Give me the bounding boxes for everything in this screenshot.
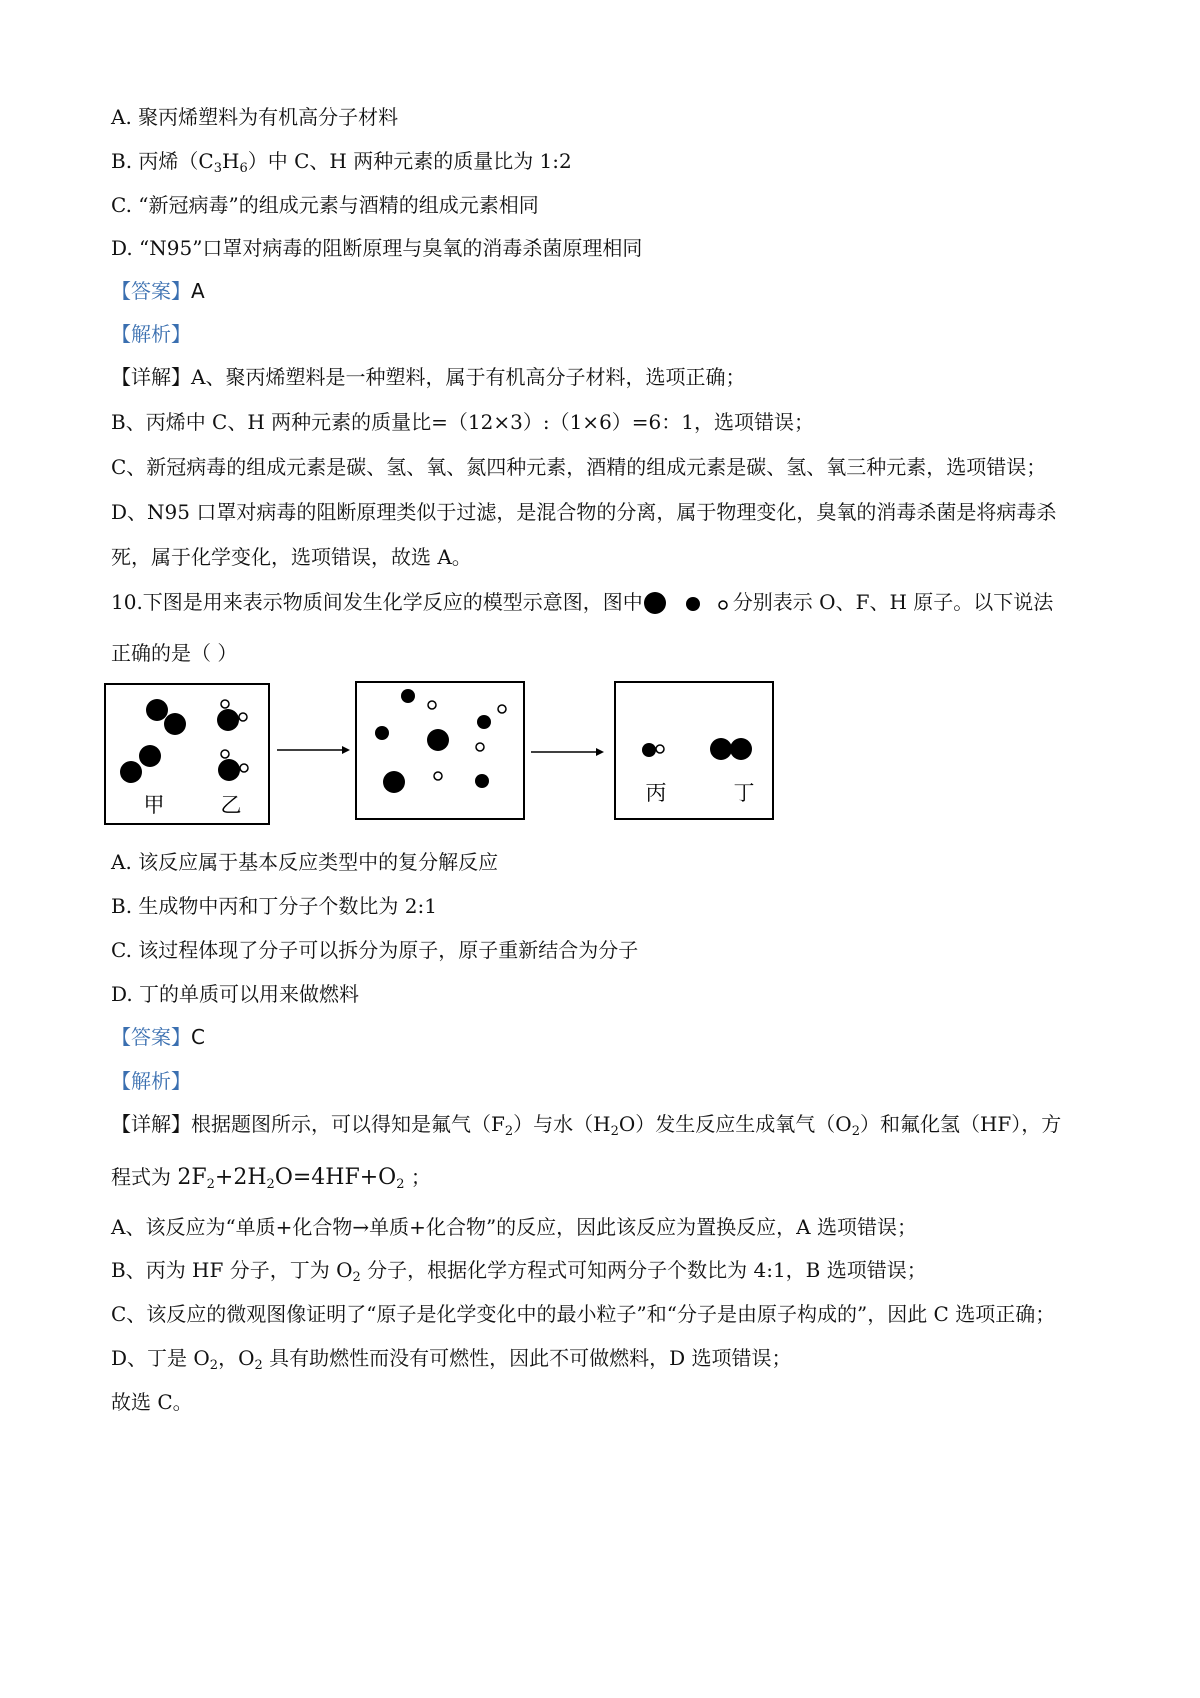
- fluorine-atom-legend: [686, 597, 700, 611]
- hydrogen-atom: [428, 701, 436, 709]
- q10-stem-line-1: 10.下图是用来表示物质间发生化学反应的模型示意图，图中 分别表示 O、F、H 原子。以下说法: [111, 590, 1054, 614]
- prev-detail-line-2: B、丙烯中 C、H 两种元素的质量比=（12×3）:（1×6）=6：1，选项错误；: [111, 410, 814, 434]
- reaction-arrow: [277, 746, 350, 754]
- answer-value: C: [191, 1025, 205, 1049]
- hydrogen-atom-legend: [719, 601, 727, 609]
- prev-detail-line-3: C、新冠病毒的组成元素是碳、氢、氧、氮四种元素，酒精的组成元素是碳、氢、氧三种元素，选项错误；: [111, 455, 1047, 479]
- q10-detail-equation-line: 程式为 $2F_2+2H_2O=4HF+O_2$ ；: [111, 1165, 431, 1192]
- oxygen-atom: [383, 771, 405, 793]
- answer-tag: 【答案】: [111, 1025, 191, 1049]
- q10-detail-line-4: B、丙为 HF 分子，丁为 $O_2$ 分子，根据化学方程式可知两分子个数比为 4:1，B 选项错误；: [111, 1258, 927, 1285]
- label-yi: 乙: [220, 793, 242, 817]
- fluorine-atom: [477, 715, 491, 729]
- answer-value: A: [191, 279, 205, 303]
- q10-answer: [111, 1024, 205, 1050]
- prev-detail-line-4: D、N95 口罩对病毒的阻断原理类似于过滤，是混合物的分离，属于物理变化，臭氧的消毒杀菌是将病毒杀: [111, 500, 1057, 524]
- q10-detail-line-1: 【详解】根据题图所示，可以得知是氟气$(F_2)$与水$(H_2O)$发生反应生成氧气$(O_2)$和氟化氢（HF），方: [111, 1112, 1062, 1139]
- prev-option-b: B. 丙烯$(C_3H_6)$中 C、H 两种元素的质量比为 1:2: [111, 149, 572, 176]
- prev-detail-line-1: 【详解】A、聚丙烯塑料是一种塑料，属于有机高分子材料，选项正确；: [111, 365, 746, 389]
- label-jia: 甲: [143, 793, 165, 817]
- fluorine-atom: [401, 689, 415, 703]
- prev-detail-line-5: 死，属于化学变化，选项错误，故选 A。: [111, 545, 472, 569]
- hydrogen-atom: [476, 743, 484, 751]
- q10-detail-line-5: C、该反应的微观图像证明了“原子是化学变化中的最小粒子”和“分子是由原子构成的”，因此 C 选项正确；: [111, 1302, 1056, 1326]
- chemical-equation: $2F_2+2H_2O=4HF+O_2$: [177, 1165, 405, 1192]
- q10-analysis-tag: 【解析】: [111, 1069, 191, 1093]
- fluorine-atom: [375, 726, 389, 740]
- q10-detail-line-7: 故选 C。: [111, 1390, 193, 1414]
- reaction-arrow: [531, 748, 604, 756]
- label-bing: 丙: [645, 781, 667, 805]
- q10-option-d: D. 丁的单质可以用来做燃料: [111, 982, 360, 1006]
- prev-option-a: A. 聚丙烯塑料为有机高分子材料: [111, 105, 399, 129]
- answer-tag: 【答案】: [111, 279, 191, 303]
- prev-option-d: D. “N95”口罩对病毒的阻断原理与臭氧的消毒杀菌原理相同: [111, 236, 643, 260]
- oxygen-atom-legend: [644, 592, 666, 614]
- reaction-model-diagram: [104, 676, 784, 826]
- q10-stem-line-2: 正确的是（ ）: [111, 641, 238, 665]
- label-ding: 丁: [733, 781, 755, 805]
- q10-detail-line-3: A、该反应为“单质+化合物→单质+化合物”的反应，因此该反应为置换反应，A 选项错误；: [111, 1215, 917, 1239]
- oxygen-atom: [427, 729, 449, 751]
- q10-option-a: A. 该反应属于基本反应类型中的复分解反应: [111, 850, 499, 874]
- prev-answer: [111, 278, 205, 304]
- hydrogen-atom: [498, 705, 506, 713]
- prev-analysis-tag: 【解析】: [111, 322, 191, 346]
- q10-option-b: B. 生成物中丙和丁分子个数比为 2:1: [111, 894, 437, 918]
- q10-detail-line-6: D、丁是 $O_2$，$O_2$ 具有助燃性而没有可燃性，因此不可做燃料，D 选项错误；: [111, 1346, 792, 1373]
- fluorine-atom: [475, 774, 489, 788]
- hydrogen-atom: [434, 772, 442, 780]
- q10-option-c: C. 该过程体现了分子可以拆分为原子，原子重新结合为分子: [111, 938, 639, 962]
- prev-option-c: C. “新冠病毒”的组成元素与酒精的组成元素相同: [111, 193, 539, 217]
- reactant-box: [105, 684, 269, 824]
- atom-legend: [643, 589, 733, 615]
